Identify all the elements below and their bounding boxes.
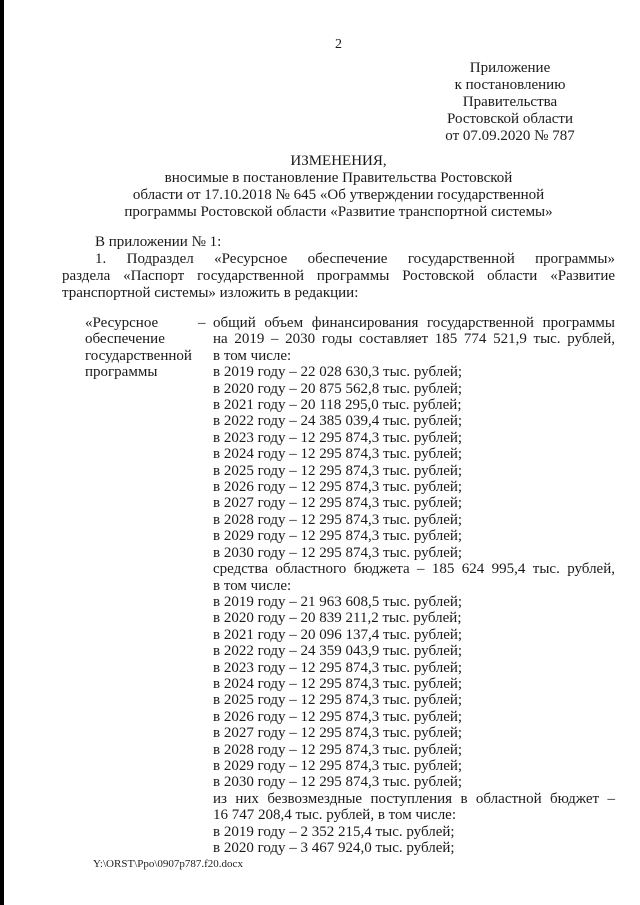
resource-value-line: в 2024 году – 12 295 874,3 тыс. рублей; bbox=[213, 446, 463, 463]
resource-label-line: обеспечение bbox=[85, 331, 165, 348]
resource-value-line: в 2022 году – 24 385 039,4 тыс. рублей; bbox=[213, 413, 463, 430]
resource-value-line: в 2028 году – 12 295 874,3 тыс. рублей; bbox=[213, 741, 463, 758]
resource-value-line: в 2026 году – 12 295 874,3 тыс. рублей; bbox=[213, 708, 463, 725]
resource-label-line: программы bbox=[85, 364, 158, 381]
resource-label-column bbox=[85, 315, 198, 856]
resource-value-line: в 2030 году – 12 295 874,3 тыс. рублей; bbox=[213, 774, 463, 791]
resource-value-line: в том числе: bbox=[213, 347, 292, 364]
intro-paragraph bbox=[62, 234, 615, 302]
resource-value-line: в том числе: bbox=[213, 577, 292, 594]
resource-value-line: в 2020 году – 3 467 924,0 тыс. рублей; bbox=[213, 840, 455, 856]
resource-value-line: в 2025 году – 12 295 874,3 тыс. рублей; bbox=[213, 692, 463, 709]
scan-binding-edge bbox=[0, 0, 4, 905]
intro-line: раздела «Паспорт государственной программы Ростовской области «Развитие bbox=[62, 268, 615, 284]
document-title-line: области от 17.10.2018 № 645 «Об утверждении государственной bbox=[132, 187, 545, 203]
document-title-line: вносимые в постановление Правительства Ростовской bbox=[164, 170, 513, 186]
resource-table-row bbox=[62, 315, 615, 856]
resource-value-line: в 2021 году – 20 118 295,0 тыс. рублей; bbox=[213, 397, 462, 414]
appendix-header-line: Приложение bbox=[469, 60, 551, 76]
resource-label-line: «Ресурсное bbox=[85, 315, 159, 331]
resource-value-line: в 2027 году – 12 295 874,3 тыс. рублей; bbox=[213, 725, 463, 742]
resource-value-line: 16 747 208,4 тыс. рублей, в том числе: bbox=[213, 807, 457, 824]
file-path-footer: Y:\ORST\Ppo\0907p787.f20.docx bbox=[93, 858, 243, 870]
resource-value-line: в 2021 году – 20 096 137,4 тыс. рублей; bbox=[213, 626, 463, 643]
resource-value-line: общий объем финансирования государственной программы bbox=[213, 315, 615, 331]
resource-value-column bbox=[213, 315, 615, 856]
resource-value-line: в 2020 году – 20 875 562,8 тыс. рублей; bbox=[213, 380, 463, 397]
intro-line: 1. Подраздел «Ресурсное обеспечение государственной программы» bbox=[95, 251, 615, 267]
resource-value-line: в 2025 году – 12 295 874,3 тыс. рублей; bbox=[213, 462, 463, 479]
resource-value-line: в 2026 году – 12 295 874,3 тыс. рублей; bbox=[213, 479, 463, 496]
resource-value-line: в 2028 году – 12 295 874,3 тыс. рублей; bbox=[213, 511, 463, 528]
resource-value-line: в 2019 году – 21 963 608,5 тыс. рублей; bbox=[213, 593, 463, 610]
appendix-header-line: Ростовской области bbox=[447, 111, 573, 127]
resource-value-line: в 2027 году – 12 295 874,3 тыс. рублей; bbox=[213, 495, 463, 512]
document-title bbox=[62, 153, 615, 221]
resource-value-line: в 2023 году – 12 295 874,3 тыс. рублей; bbox=[213, 659, 463, 676]
resource-value-line: в 2022 году – 24 359 043,9 тыс. рублей; bbox=[213, 643, 463, 660]
resource-value-line: в 2020 году – 20 839 211,2 тыс. рублей; bbox=[213, 610, 462, 627]
resource-value-line: в 2029 году – 12 295 874,3 тыс. рублей; bbox=[213, 757, 463, 774]
document-title-line: ИЗМЕНЕНИЯ, bbox=[290, 153, 387, 169]
page-number: 2 bbox=[335, 37, 342, 52]
dash-separator: – bbox=[198, 315, 206, 331]
resource-label-line: государственной bbox=[85, 347, 192, 364]
appendix-header bbox=[405, 60, 615, 145]
appendix-header-line: к постановлению bbox=[454, 77, 566, 93]
resource-value-line: на 2019 – 2030 годы составляет 185 774 521,9 тыс. рублей, bbox=[213, 331, 615, 348]
appendix-header-line: от 07.09.2020 № 787 bbox=[445, 128, 575, 144]
resource-value-line: в 2024 году – 12 295 874,3 тыс. рублей; bbox=[213, 675, 463, 692]
resource-value-line: в 2019 году – 22 028 630,3 тыс. рублей; bbox=[213, 364, 463, 381]
document-page bbox=[62, 0, 615, 856]
resource-value-line: из них безвозмездные поступления в областной бюджет – bbox=[213, 790, 615, 807]
resource-value-line: в 2030 году – 12 295 874,3 тыс. рублей; bbox=[213, 544, 463, 561]
appendix-header-line: Правительства bbox=[462, 94, 558, 110]
intro-line: В приложении № 1: bbox=[95, 234, 222, 250]
resource-value-line: в 2023 году – 12 295 874,3 тыс. рублей; bbox=[213, 429, 463, 446]
intro-line: транспортной системы» изложить в редакции: bbox=[62, 285, 359, 301]
resource-value-line: в 2019 году – 2 352 215,4 тыс. рублей; bbox=[213, 823, 455, 840]
document-title-line: программы Ростовской области «Развитие транспортной системы» bbox=[124, 204, 553, 220]
resource-value-line: средства областного бюджета – 185 624 995,4 тыс. рублей, bbox=[213, 561, 615, 578]
resource-value-line: в 2029 году – 12 295 874,3 тыс. рублей; bbox=[213, 528, 463, 545]
